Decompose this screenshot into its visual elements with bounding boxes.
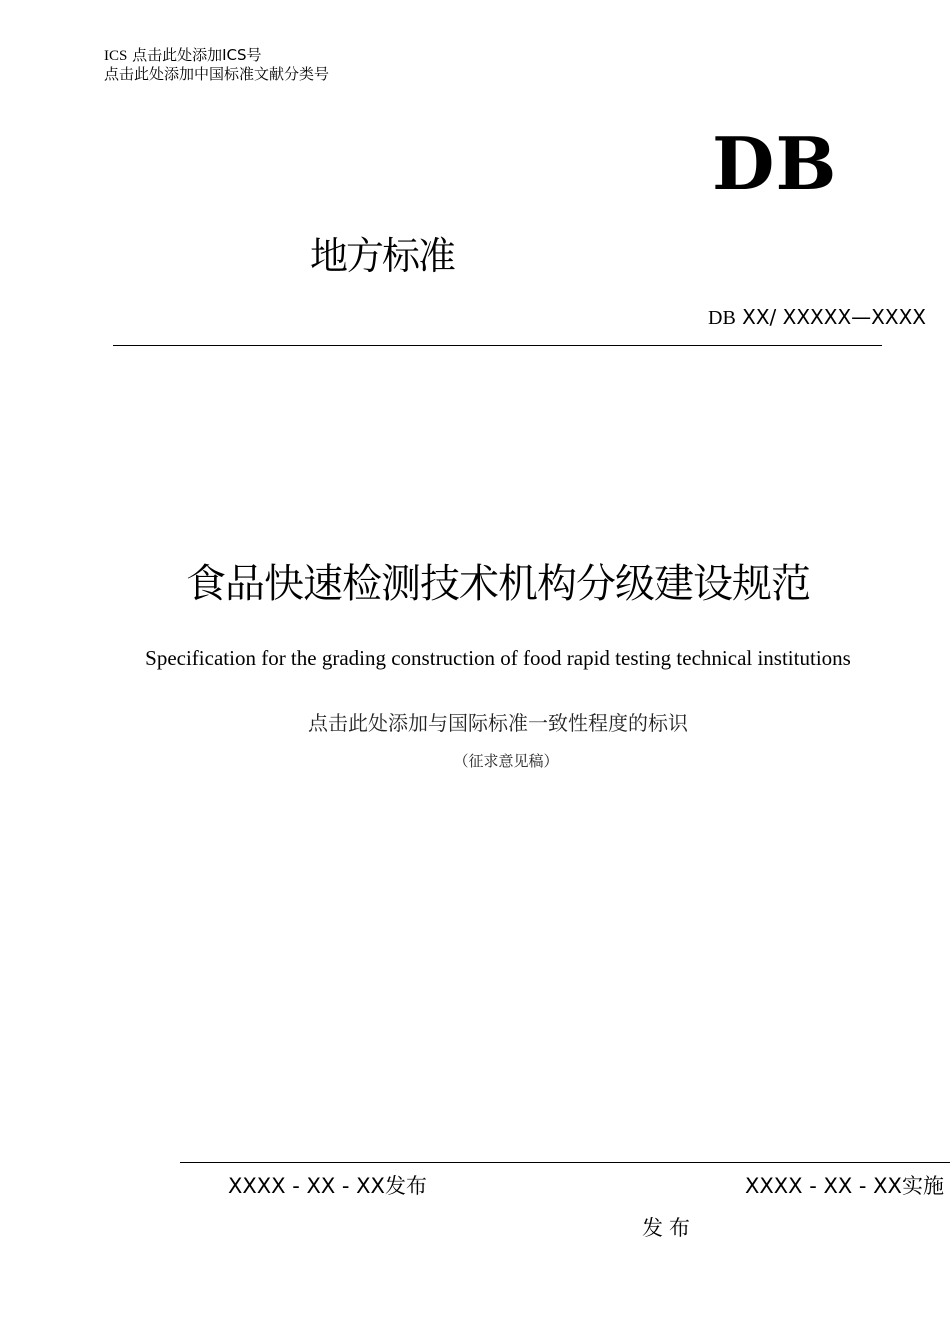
standard-category: 地方标准 bbox=[310, 234, 455, 278]
issue-date[interactable]: XXXX - XX - XX发布 bbox=[228, 1174, 427, 1198]
standard-number-prefix: DB bbox=[708, 307, 736, 329]
draft-status: （征求意见稿） bbox=[453, 752, 559, 770]
standard-number-value[interactable]: XX/ XXXXX—XXXX bbox=[742, 305, 926, 329]
issuer-label: 发布 bbox=[642, 1216, 696, 1240]
implementation-date[interactable]: XXXX - XX - XX实施 bbox=[745, 1174, 944, 1198]
consistency-placeholder[interactable]: 点击此处添加与国际标准一致性程度的标识 bbox=[308, 711, 688, 735]
footer-divider bbox=[180, 1162, 950, 1163]
title-english: Specification for the grading construction of food rapid testing technical institutions bbox=[145, 646, 851, 670]
db-logo: DB bbox=[712, 121, 838, 206]
title-chinese: 食品快速检测技术机构分级建设规范 bbox=[186, 561, 810, 607]
standard-number bbox=[708, 304, 926, 331]
ics-placeholder[interactable]: 点击此处添加ICS号 bbox=[132, 46, 262, 64]
ics-code-line bbox=[104, 46, 262, 65]
header-divider bbox=[113, 345, 882, 346]
ics-label: ICS bbox=[104, 48, 128, 64]
ccs-placeholder[interactable]: 点击此处添加中国标准文献分类号 bbox=[104, 65, 330, 83]
